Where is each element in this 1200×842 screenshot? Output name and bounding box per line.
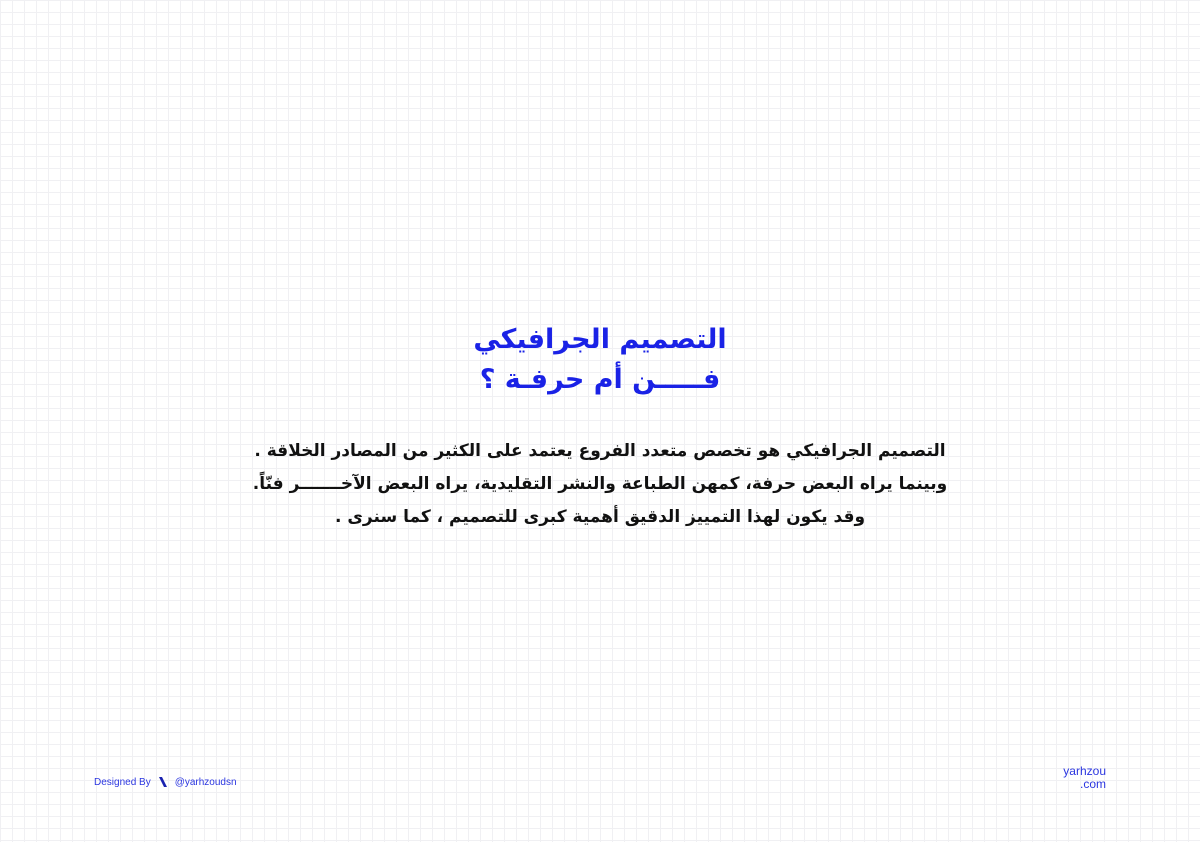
slash-logo-icon xyxy=(157,776,169,788)
website-line-1: yarhzou xyxy=(1063,764,1106,778)
designed-by-label: Designed By xyxy=(94,776,151,788)
body-paragraph xyxy=(0,435,1200,534)
title-line-2: فـــــن أم حرفـة ؟ xyxy=(479,364,721,395)
paragraph-line-1: التصميم الجرافيكي هو تخصص متعدد الفروع يعتمد على الكثير من المصادر الخلاقة . xyxy=(254,441,946,461)
website-link[interactable] xyxy=(1063,765,1106,791)
paragraph-line-2: وبينما يراه البعض حرفة، كمهن الطباعة والنشر التقليدية، يراه البعض الآخـــــــر فنّاً. xyxy=(252,474,948,494)
designer-credit xyxy=(94,776,237,788)
page-title xyxy=(0,320,1200,400)
title-line-1: التصميم الجرافيكي xyxy=(473,324,727,355)
designer-handle[interactable]: @yarhzoudsn xyxy=(174,776,237,788)
website-line-2: .com xyxy=(1079,777,1106,791)
paragraph-line-3: وقد يكون لهذا التمييز الدقيق أهمية كبرى للتصميم ، كما سنرى . xyxy=(334,507,866,527)
